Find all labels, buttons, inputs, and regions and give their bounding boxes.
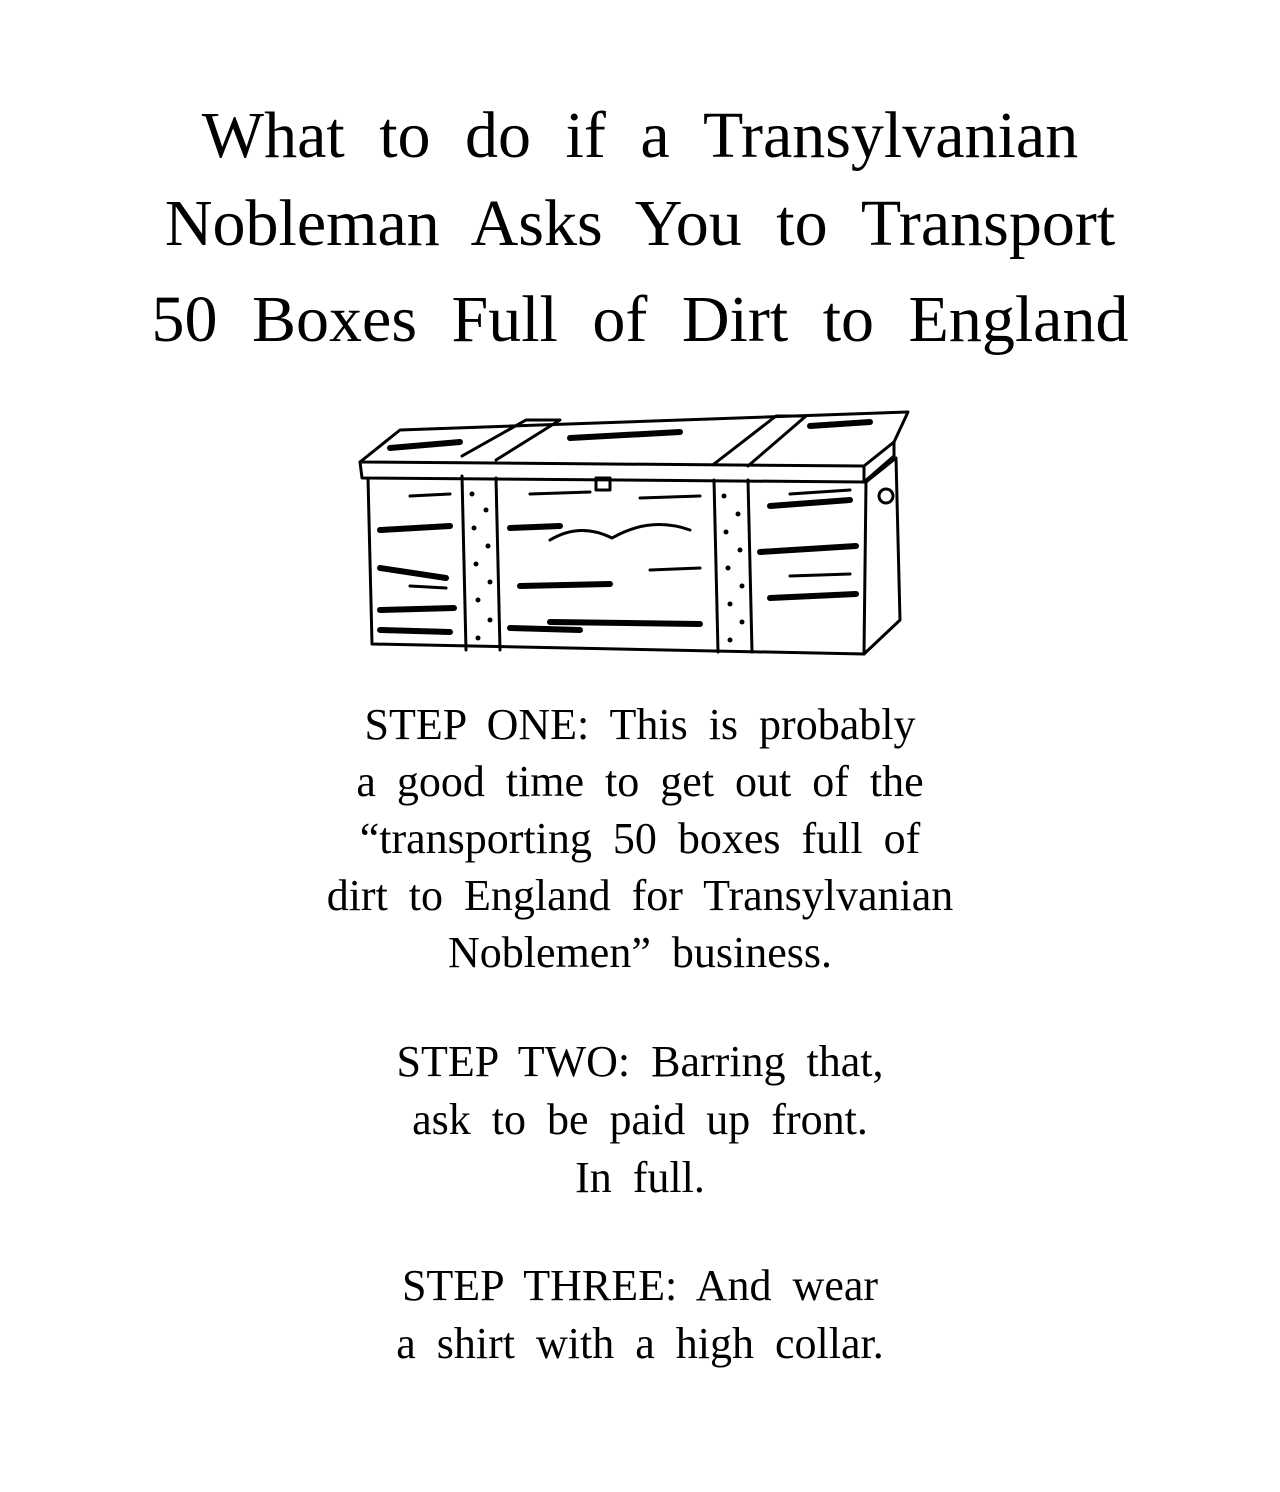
step-one-line-2: a good time to get out of the <box>356 757 924 806</box>
step-two-line-3: In full. <box>575 1153 705 1202</box>
step-one-line-1: STEP ONE: This is probably <box>364 700 916 749</box>
step-one-line-5: Noblemen” business. <box>448 928 832 977</box>
title-line-2: Nobleman Asks You to Transport <box>164 187 1116 260</box>
treasure-chest-icon <box>350 398 920 666</box>
step-one-line-3: “transporting 50 boxes full of <box>359 814 921 863</box>
step-two-line-1: STEP TWO: Barring that, <box>396 1037 884 1086</box>
title-line-1: What to do if a Transylvanian <box>201 99 1079 172</box>
title-line-3: 50 Boxes Full of Dirt to England <box>151 283 1129 356</box>
step-two-line-2: ask to be paid up front. <box>412 1095 868 1144</box>
step-three-line-1: STEP THREE: And wear <box>401 1261 879 1310</box>
step-three-line-2: a shirt with a high collar. <box>396 1319 884 1368</box>
step-one-line-4: dirt to England for Transylvanian <box>326 871 954 920</box>
